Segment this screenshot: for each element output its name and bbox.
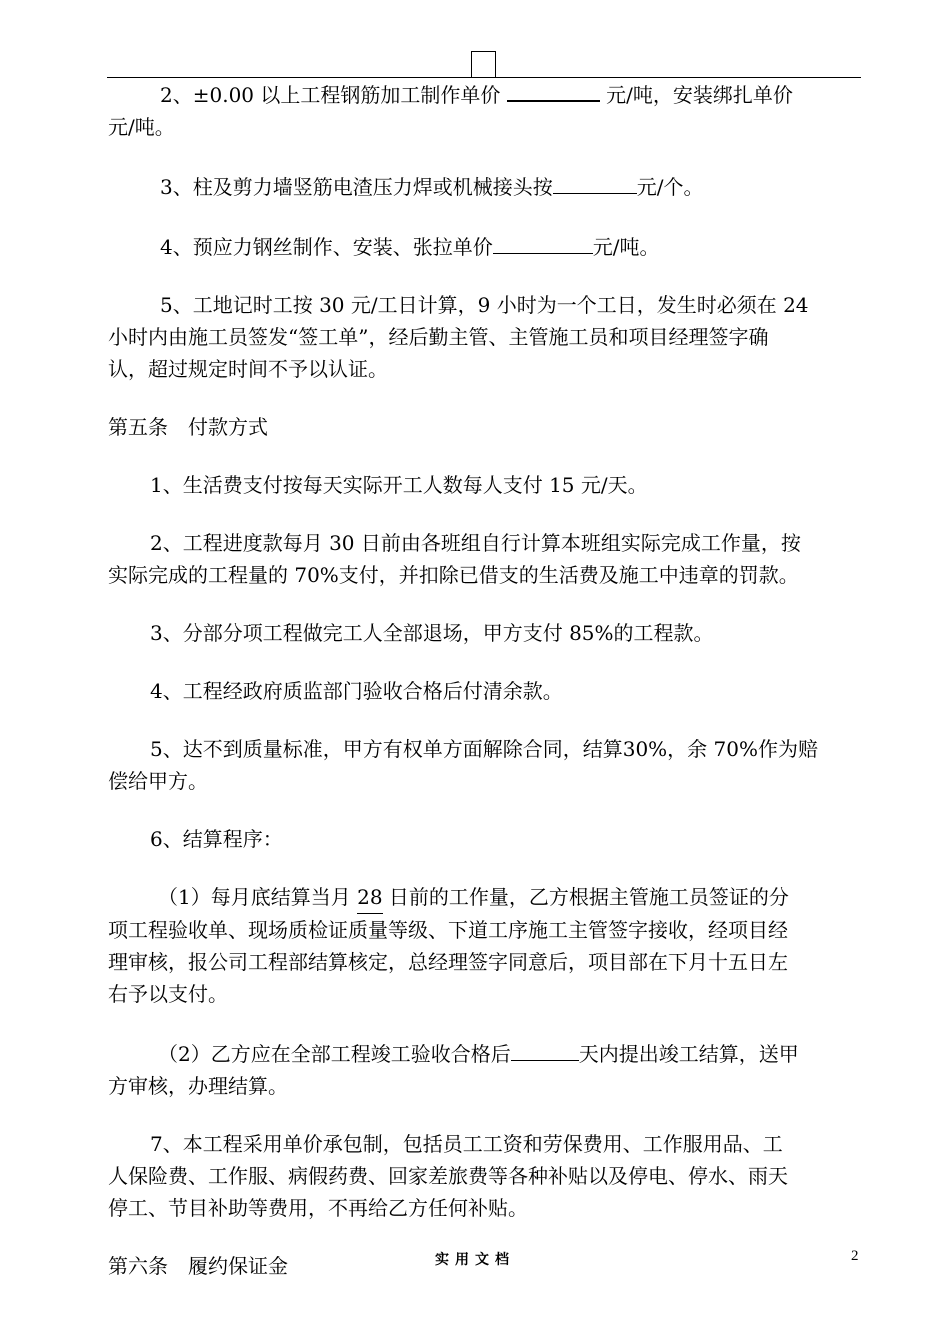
text-line: 小时内由施工员签发“签工单”，经后勤主管、主管施工员和项目经理签字确 bbox=[108, 325, 769, 349]
text-line: 认，超过规定时间不予以认证。 bbox=[108, 357, 388, 381]
text-line: 人保险费、工作服、病假药费、回家差旅费等各种补贴以及停电、停水、雨天 bbox=[108, 1164, 788, 1188]
text-line: 3、分部分项工程做完工人全部退场，甲方支付 85%的工程款。 bbox=[150, 621, 714, 645]
text-line: （1）每月底结算当月 28 日前的工作量，乙方根据主管施工员签证的分 bbox=[108, 881, 868, 914]
text-line: 7、本工程采用单价承包制，包括员工工资和劳保费用、工作服用品、工 bbox=[150, 1132, 783, 1156]
text-line: 1、生活费支付按每天实际开工人数每人支付 15 元/天。 bbox=[150, 473, 648, 497]
blank-field[interactable] bbox=[553, 169, 637, 194]
page-number: 2 bbox=[851, 1248, 859, 1264]
header-box bbox=[471, 51, 496, 77]
text-line: 理审核，报公司工程部结算核定，总经理签字同意后，项目部在下月十五日左 bbox=[108, 950, 788, 974]
text-line: 项工程验收单、现场质检证质量等级、下道工序施工主管签字接收，经项目经 bbox=[108, 918, 788, 942]
blank-field[interactable] bbox=[511, 1036, 579, 1061]
text-line: 元/吨。 bbox=[108, 115, 175, 139]
text-line: 3、柱及剪力墙竖筋电渣压力焊或机械接头按 元/个。 bbox=[108, 169, 868, 203]
text-line: 5、达不到质量标准，甲方有权单方面解除合同，结算30%，余 70%作为赔 bbox=[150, 737, 818, 761]
text-line: 5、工地记时工按 30 元/工日计算，9 小时为一个工日，发生时必须在 24 bbox=[160, 293, 809, 317]
text-line: 2、±0.00 以上工程钢筋加工制作单价 元/吨，安装绑扎单价 bbox=[108, 76, 868, 111]
text-line: 方审核，办理结算。 bbox=[108, 1074, 288, 1098]
text-line: （2）乙方应在全部工程竣工验收合格后 天内提出竣工结算，送甲 bbox=[108, 1036, 868, 1070]
filled-blank: 28 bbox=[357, 881, 382, 914]
text-line: 停工、节目补助等费用，不再给乙方任何补贴。 bbox=[108, 1196, 528, 1220]
document-body bbox=[108, 76, 868, 1282]
text-line: 4、预应力钢丝制作、安装、张拉单价 元/吨。 bbox=[108, 229, 868, 263]
text-line: 2、工程进度款每月 30 日前由各班组自行计算本班组实际完成工作量，按 bbox=[150, 531, 801, 555]
text-line: 6、结算程序： bbox=[150, 827, 283, 851]
text-line: 偿给甲方。 bbox=[108, 769, 208, 793]
text-line: 4、工程经政府质监部门验收合格后付清余款。 bbox=[150, 679, 563, 703]
blank-field[interactable] bbox=[493, 229, 593, 254]
text-line: 实际完成的工程量的 70%支付，并扣除已借支的生活费及施工中违章的罚款。 bbox=[108, 563, 799, 587]
blank-field[interactable] bbox=[507, 76, 600, 102]
section-heading: 第六条 履约保证金 bbox=[108, 1254, 288, 1278]
text-line: 右予以支付。 bbox=[108, 982, 228, 1006]
section-heading: 第五条 付款方式 bbox=[108, 415, 268, 439]
footer-label: 实用文档 bbox=[435, 1252, 515, 1268]
